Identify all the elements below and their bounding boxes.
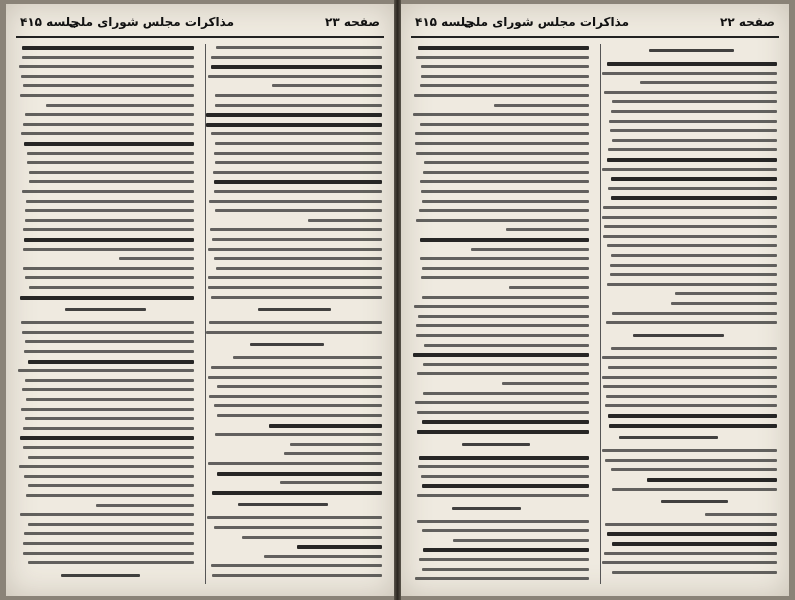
text-line (416, 219, 589, 222)
text-line (20, 94, 194, 97)
text-line (211, 296, 382, 299)
text-line (605, 459, 777, 462)
text-line (607, 62, 777, 66)
text-line (22, 331, 194, 334)
text-line (22, 46, 194, 50)
text-line (610, 273, 777, 276)
text-line (119, 257, 194, 260)
text-line (24, 475, 194, 478)
text-line (611, 468, 777, 471)
text-line (413, 113, 589, 116)
text-line (611, 347, 777, 350)
text-line (647, 478, 777, 482)
text-line (602, 561, 777, 564)
text-line (214, 152, 382, 155)
text-line (26, 200, 194, 203)
text-line (269, 424, 382, 428)
text-line (611, 177, 777, 181)
text-line (25, 276, 194, 279)
column-divider (205, 44, 206, 584)
text-line (25, 219, 194, 222)
text-line (424, 344, 589, 347)
text-line (421, 65, 589, 68)
text-line (308, 219, 382, 222)
text-line (607, 244, 777, 247)
text-line (20, 513, 194, 516)
section-heading (661, 500, 728, 503)
text-line (423, 363, 589, 366)
text-line (610, 264, 777, 267)
text-line (208, 276, 382, 279)
text-line (214, 180, 382, 184)
section-heading (238, 503, 328, 506)
text-line (609, 120, 777, 123)
text-line (214, 404, 382, 407)
text-line (612, 312, 777, 315)
text-line (214, 526, 382, 529)
text-line (610, 129, 777, 132)
page-header (16, 14, 384, 38)
text-line (420, 84, 589, 87)
text-line (417, 372, 589, 375)
text-line (416, 152, 589, 155)
text-line (605, 404, 777, 407)
text-line (419, 558, 589, 561)
text-line (422, 484, 589, 488)
text-line (415, 401, 589, 404)
text-line (602, 376, 777, 379)
text-line (23, 267, 194, 270)
text-line (19, 465, 194, 468)
book-gutter (394, 0, 401, 600)
text-line (215, 142, 382, 145)
text-line (215, 161, 382, 164)
text-line (420, 180, 589, 183)
text-line (22, 56, 194, 59)
text-line (233, 356, 382, 359)
text-line (422, 267, 589, 270)
text-line (502, 382, 589, 385)
text-line (602, 449, 777, 452)
text-line (416, 334, 589, 337)
text-line (603, 206, 777, 209)
text-line (217, 472, 382, 476)
text-line (215, 433, 382, 436)
text-line (26, 494, 194, 497)
text-line (284, 452, 382, 455)
text-line (417, 430, 589, 434)
text-line (612, 571, 777, 574)
text-column-right (601, 44, 777, 584)
text-line (602, 168, 777, 171)
text-line (675, 292, 777, 295)
text-line (421, 190, 589, 193)
text-line (608, 187, 777, 190)
text-line (607, 532, 777, 536)
text-line (24, 350, 194, 353)
text-line (422, 296, 589, 299)
text-column-left (18, 44, 194, 584)
text-line (606, 395, 777, 398)
text-line (24, 238, 194, 242)
right-page (401, 4, 789, 596)
text-line (420, 123, 589, 126)
text-line (602, 216, 777, 219)
text-line (96, 504, 194, 507)
text-line (25, 417, 194, 420)
section-heading (65, 308, 146, 311)
text-line (423, 171, 589, 174)
text-line (242, 536, 382, 539)
section-heading (452, 507, 521, 510)
text-line (612, 139, 777, 142)
text-line (603, 235, 777, 238)
column-divider (600, 44, 601, 584)
text-line (606, 321, 777, 324)
text-line (209, 200, 382, 203)
text-line (603, 385, 777, 388)
text-line (705, 513, 777, 516)
session-number: جلسه ۴۱۵ (415, 15, 475, 29)
text-line (216, 46, 382, 49)
text-line (421, 276, 589, 279)
text-line (23, 446, 194, 449)
text-line (28, 561, 194, 564)
text-line (422, 420, 589, 424)
text-line (413, 353, 589, 357)
text-line (212, 491, 382, 495)
text-line (611, 196, 777, 200)
text-line (20, 436, 194, 440)
text-line (612, 542, 777, 546)
text-line (211, 56, 382, 59)
text-line (25, 340, 194, 343)
section-heading (649, 49, 734, 52)
section-heading (250, 343, 324, 346)
text-line (416, 324, 589, 327)
text-line (494, 104, 589, 107)
text-line (23, 427, 194, 430)
text-line (453, 539, 589, 542)
text-line (23, 228, 194, 231)
text-line (213, 171, 382, 174)
text-line (214, 190, 382, 193)
text-line (212, 574, 382, 577)
text-line (21, 408, 194, 411)
text-line (208, 462, 382, 465)
text-line (26, 398, 194, 401)
text-line (418, 46, 589, 50)
text-line (422, 529, 589, 532)
text-line (28, 523, 194, 526)
text-line (23, 123, 194, 126)
text-line (297, 545, 382, 549)
text-line (21, 75, 194, 78)
text-line (422, 200, 589, 203)
text-line (423, 548, 589, 552)
text-line (607, 158, 777, 162)
text-line (20, 296, 194, 300)
text-line (18, 369, 194, 372)
text-line (604, 91, 777, 94)
text-line (419, 209, 589, 212)
text-line (211, 65, 382, 69)
text-line (206, 113, 382, 117)
text-line (211, 366, 382, 369)
text-line (509, 286, 589, 289)
text-line (27, 152, 194, 155)
left-page (6, 4, 394, 596)
section-heading (462, 443, 530, 446)
section-heading (619, 436, 718, 439)
text-line (29, 171, 194, 174)
text-line (28, 456, 194, 459)
text-line (417, 494, 589, 497)
text-line (209, 321, 382, 324)
text-line (25, 379, 194, 382)
publication-title: مذاکرات مجلس شورای ملی (463, 15, 629, 29)
text-line (609, 424, 777, 428)
text-line (423, 392, 589, 395)
text-columns (413, 44, 777, 584)
text-line (418, 315, 589, 318)
text-line (215, 209, 382, 212)
text-line (23, 542, 194, 545)
text-line (611, 254, 777, 257)
text-line (414, 94, 589, 97)
text-line (206, 331, 382, 334)
text-line (215, 94, 382, 97)
text-line (671, 302, 777, 305)
text-line (211, 132, 382, 135)
text-line (415, 142, 589, 145)
text-line (46, 104, 194, 107)
text-line (28, 484, 194, 487)
text-line (22, 388, 194, 391)
page-number: صفحه ۲۳ (325, 15, 380, 29)
text-line (417, 520, 589, 523)
text-line (215, 104, 382, 107)
text-line (24, 142, 194, 146)
text-line (418, 465, 589, 468)
text-line (19, 65, 194, 68)
text-line (217, 414, 382, 417)
text-line (211, 564, 382, 567)
text-line (206, 123, 382, 127)
text-line (608, 148, 777, 151)
text-line (421, 475, 589, 478)
text-line (602, 356, 777, 359)
text-line (420, 257, 589, 260)
section-heading (61, 574, 140, 577)
text-line (208, 248, 382, 251)
text-line (214, 257, 382, 260)
page-header (411, 14, 779, 38)
text-line (23, 552, 194, 555)
section-heading (258, 308, 331, 311)
text-line (209, 395, 382, 398)
text-line (24, 532, 194, 535)
text-line (604, 225, 777, 228)
text-line (612, 488, 777, 491)
text-line (216, 267, 382, 270)
text-line (212, 238, 382, 241)
text-line (29, 180, 194, 183)
page-number: صفحه ۲۲ (720, 15, 775, 29)
text-line (208, 75, 382, 78)
text-columns (18, 44, 382, 584)
text-line (27, 161, 194, 164)
text-line (25, 113, 194, 116)
text-line (416, 56, 589, 59)
text-line (290, 443, 382, 446)
text-line (471, 248, 589, 251)
text-line (424, 161, 589, 164)
text-line (608, 366, 777, 369)
text-line (25, 209, 194, 212)
text-column-left (413, 44, 589, 584)
text-line (608, 414, 777, 418)
text-line (207, 516, 382, 519)
section-heading (633, 334, 724, 337)
text-line (264, 555, 382, 558)
text-line (23, 248, 194, 251)
text-line (23, 84, 194, 87)
text-line (422, 568, 589, 571)
text-line (612, 100, 777, 103)
text-line (640, 81, 777, 84)
text-line (28, 360, 194, 364)
text-line (208, 286, 382, 289)
publication-title: مذاکرات مجلس شورای ملی (68, 15, 234, 29)
text-line (607, 283, 777, 286)
text-line (611, 110, 777, 113)
text-line (421, 75, 589, 78)
text-line (272, 84, 382, 87)
text-line (208, 376, 382, 379)
text-column-right (206, 44, 382, 584)
text-line (22, 190, 194, 193)
text-line (217, 385, 382, 388)
session-number: جلسه ۴۱۵ (20, 15, 80, 29)
text-line (280, 481, 382, 484)
text-line (415, 577, 589, 580)
text-line (602, 72, 777, 75)
text-line (419, 456, 589, 460)
text-line (29, 286, 194, 289)
text-line (417, 411, 589, 414)
text-line (21, 132, 194, 135)
text-line (414, 305, 589, 308)
text-line (420, 238, 589, 242)
text-line (210, 228, 382, 231)
text-line (415, 132, 589, 135)
text-line (604, 552, 777, 555)
text-line (605, 523, 777, 526)
text-line (21, 321, 194, 324)
text-line (506, 228, 589, 231)
